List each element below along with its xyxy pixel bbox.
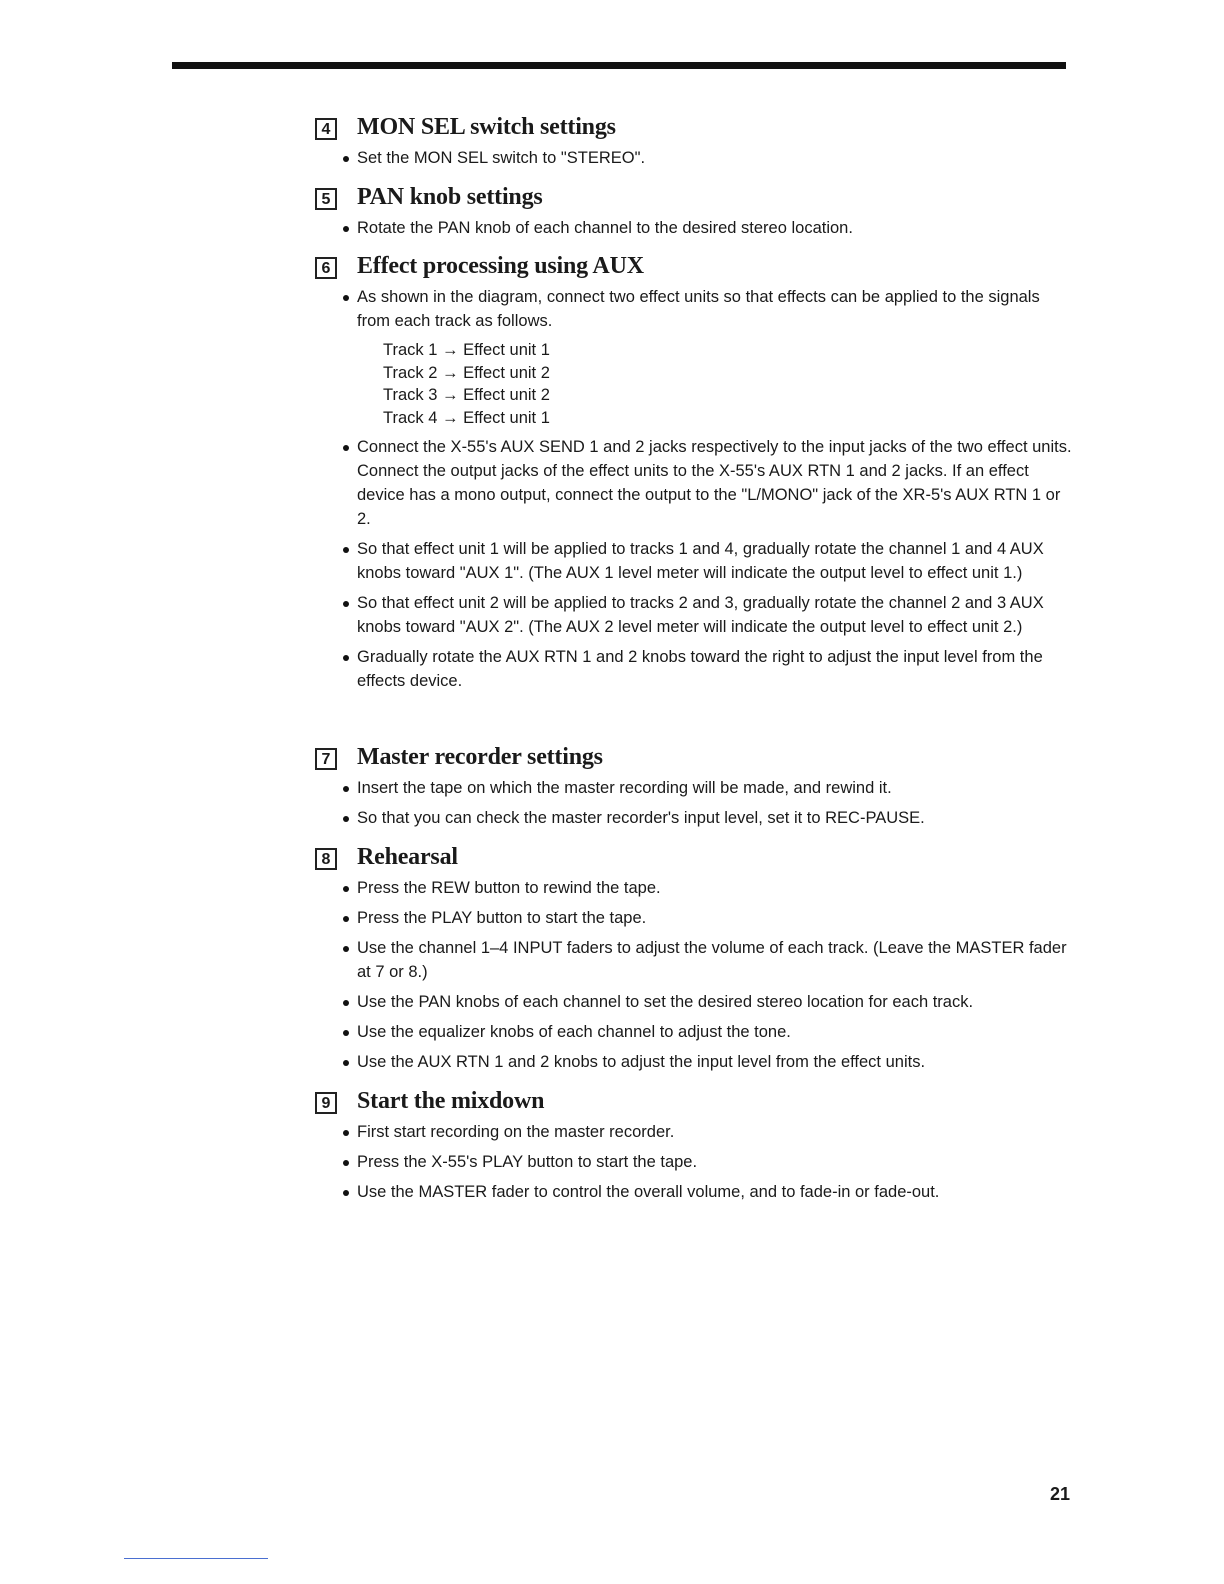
track-assignment: Track 2 → Effect unit 2 (383, 363, 550, 382)
list-item: As shown in the diagram, connect two effect units so that effects can be applied to the signals from each track as follows. (315, 285, 1075, 333)
list-item: Press the X-55's PLAY button to start the tape. (315, 1150, 1075, 1174)
section-title: Master recorder settings (357, 744, 603, 770)
top-rule (172, 62, 1066, 69)
list-item: Press the PLAY button to start the tape. (315, 906, 1075, 930)
track-assignment: Track 3 → Effect unit 2 (383, 386, 550, 404)
list-item: Insert the tape on which the master recording will be made, and rewind it. (315, 776, 1075, 800)
section-pan-knob (315, 184, 1075, 246)
list-item: Gradually rotate the AUX RTN 1 and 2 knobs toward the right to adjust the input level from the effects device. (315, 645, 1075, 693)
section-title: Rehearsal (357, 844, 458, 870)
section-number: 5 (315, 188, 337, 210)
list-item: Rotate the PAN knob of each channel to the desired stereo location. (315, 216, 1075, 240)
track-assignment: Track 4 → Effect unit 1 (383, 408, 550, 427)
list-item: So that you can check the master recorder's input level, set it to REC-PAUSE. (315, 806, 1075, 830)
section-number: 4 (315, 118, 337, 140)
section-title: Start the mixdown (357, 1088, 545, 1114)
section-title: Effect processing using AUX (357, 253, 644, 279)
section-master-recorder (315, 744, 1075, 836)
section-number: 8 (315, 848, 337, 870)
section-effect-processing (315, 253, 1075, 699)
section-number: 7 (315, 748, 337, 770)
page-number: 21 (1050, 1484, 1071, 1504)
list-item: So that effect unit 1 will be applied to tracks 1 and 4, gradually rotate the channel 1 and 4 AUX knobs toward "AUX 1". (The AUX 1 level meter will indicate the output level to effect unit 1.) (315, 537, 1075, 585)
section-start-mixdown (315, 1088, 1075, 1210)
list-item: Set the MON SEL switch to "STEREO". (315, 146, 1075, 170)
list-item: Use the equalizer knobs of each channel to adjust the tone. (315, 1020, 1075, 1044)
section-rehearsal (315, 844, 1075, 1080)
list-item: Connect the X-55's AUX SEND 1 and 2 jacks respectively to the input jacks of the two effect units. Connect the output jacks of the effect units to the X-55's AUX RTN 1 and 2 jacks. If an effect device has a mono output, connect the output to the "L/MONO" jack of the XR-5's AUX RTN 1 or 2. (315, 435, 1075, 531)
list-item: So that effect unit 2 will be applied to tracks 2 and 3, gradually rotate the channel 2 and 3 AUX knobs toward "AUX 2". (The AUX 2 level meter will indicate the output level to effect unit 2.) (315, 591, 1075, 639)
list-item: Use the PAN knobs of each channel to set the desired stereo location for each track. (315, 990, 1075, 1014)
section-title: PAN knob settings (357, 184, 543, 210)
section-title: MON SEL switch settings (357, 114, 616, 140)
list-item: Use the MASTER fader to control the overall volume, and to fade-in or fade-out. (315, 1180, 1075, 1204)
track-assignment-list (383, 339, 1075, 429)
list-item: Use the AUX RTN 1 and 2 knobs to adjust the input level from the effect units. (315, 1050, 1075, 1074)
section-mon-sel (315, 114, 1075, 176)
list-item: Use the channel 1–4 INPUT faders to adjust the volume of each track. (Leave the MASTER fader at 7 or 8.) (315, 936, 1075, 984)
track-assignment: Track 1 → Effect unit 1 (383, 341, 550, 359)
section-number: 9 (315, 1092, 337, 1114)
bottom-rule (124, 1558, 268, 1559)
list-item: First start recording on the master recorder. (315, 1120, 1075, 1144)
list-item: Press the REW button to rewind the tape. (315, 876, 1075, 900)
section-number: 6 (315, 257, 337, 279)
